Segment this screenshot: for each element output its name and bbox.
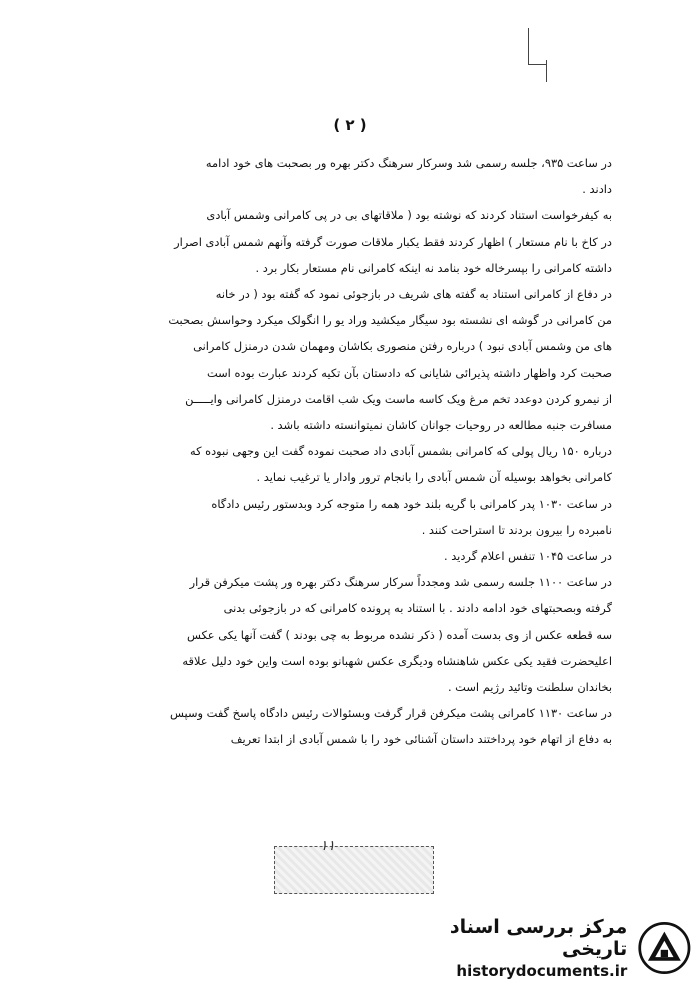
paragraph <box>82 150 612 202</box>
paragraph <box>82 202 612 281</box>
text-line: به دفاع از اتهام خود پرداختند داستان آشنائی خود را با شمس آبادی از ابتدا تعریف <box>230 732 612 747</box>
text-line: اعلیحضرت فقید یکی عکس شاهنشاه ودیگری عکس شهبانو بوده است واین خود دلیل علاقه <box>182 653 612 668</box>
text-line: در ساعت ۱۱۳۰ کامرانی پشت میکرفن قرار گرفت وبسئوالات رئیس دادگاه پاسخ گفت وسپس <box>170 706 612 721</box>
stamp-box <box>274 846 434 894</box>
document-body <box>82 150 612 753</box>
text-line: دادند . <box>582 182 612 197</box>
text-line: در دفاع از کامرانی استناد به گفته های شریف در بازجوئی نمود که گفته بود ( در خانه <box>215 287 612 302</box>
paragraph <box>82 543 612 569</box>
text-line: نامبرده را بیرون بردند تا استراحت کنند . <box>421 522 612 537</box>
paragraph <box>82 438 612 490</box>
paragraph <box>82 281 612 438</box>
archive-logo-icon <box>637 919 692 977</box>
text-line: در ساعت ۱۰۴۵ تنفس اعلام گردید . <box>443 549 612 564</box>
text-line: مسافرت جنبه مطالعه در روحیات جوانان کاشان نمیتوانسته داشته باشد . <box>270 418 612 433</box>
text-line: به کیفرخواست استناد کردند که نوشته بود ( ملاقاتهای بی در پی کامرانی وشمس آبادی <box>206 208 612 223</box>
text-line: در کاخ با نام مستعار ) اظهار کردند فقط یکبار ملاقات صورت گرفته وآنهم شمس آبادی اصرار <box>174 234 612 249</box>
page-number: ( ۲ ) <box>333 116 367 134</box>
paragraph <box>82 491 612 543</box>
text-line: در ساعت ۹۳۵، جلسه رسمی شد وسرکار سرهنگ دکتر بهره ور بصحبت های خود ادامه <box>205 156 612 170</box>
watermark-title: مرکز بررسی اسناد تاریخی <box>449 916 628 960</box>
text-line: کامرانی بخواهد بوسیله آن شمس آبادی را بانجام ترور وادار یا ترغیب نماید . <box>256 470 612 485</box>
text-line: سه قطعه عکس از وی بدست آمده ( ذکر نشده مربوط به چی بودند ) گفت آنها یکی عکس <box>187 627 612 642</box>
paragraph <box>82 700 612 752</box>
text-line: صحبت کرد واظهار داشته پذیرائی شایانی که دادستان بآن تکیه کردند عبارت بوده است <box>206 365 612 380</box>
watermark-url: historydocuments.ir <box>456 962 628 980</box>
text-line: گرفته وبصحبتهای خود ادامه دادند . با استناد به پرونده کامرانی که در بازجوئی بدنی <box>223 601 612 616</box>
text-line: داشته کامرانی را بپسرخاله خود بنامد نه اینکه کامرانی نام مستعار بکار برد . <box>255 260 612 275</box>
corner-mark-tick <box>546 60 557 82</box>
corner-mark <box>528 28 547 65</box>
signature-mark: ۱۱ <box>320 838 336 854</box>
text-line: درباره ۱۵۰ ریال پولی که کامرانی بشمس آبادی داد صحبت نموده گفت این وجهی نبوده که <box>189 444 612 459</box>
watermark-text <box>392 916 627 980</box>
text-line: بخاندان سلطنت وتائید رژیم است . <box>447 680 612 695</box>
text-line: در ساعت ۱۱۰۰ جلسه رسمی شد ومجدداً سرکار سرهنگ دکتر بهره ور پشت میکرفن قرار <box>189 575 612 590</box>
text-line: از نیمرو کردن دوعدد تخم مرغ ویک کاسه ماست ویک شب اقامت درمنزل کامرانی وایـــــن <box>185 391 612 406</box>
paragraph <box>82 569 612 700</box>
text-line: های من وشمس آبادی نبود ) درباره رفتن منصوری بکاشان ومهمان شدن درمنزل کامرانی <box>193 339 612 354</box>
text-line: در ساعت ۱۰۳۰ پدر کامرانی با گریه بلند خود همه را متوجه کرد وبدستور رئیس دادگاه <box>211 496 612 511</box>
text-line: من کامرانی در گوشه ای نشسته بود سیگار میکشید وراد یو را انگولک میکرد وحواسش بصحبت <box>168 313 612 328</box>
watermark <box>392 912 692 984</box>
